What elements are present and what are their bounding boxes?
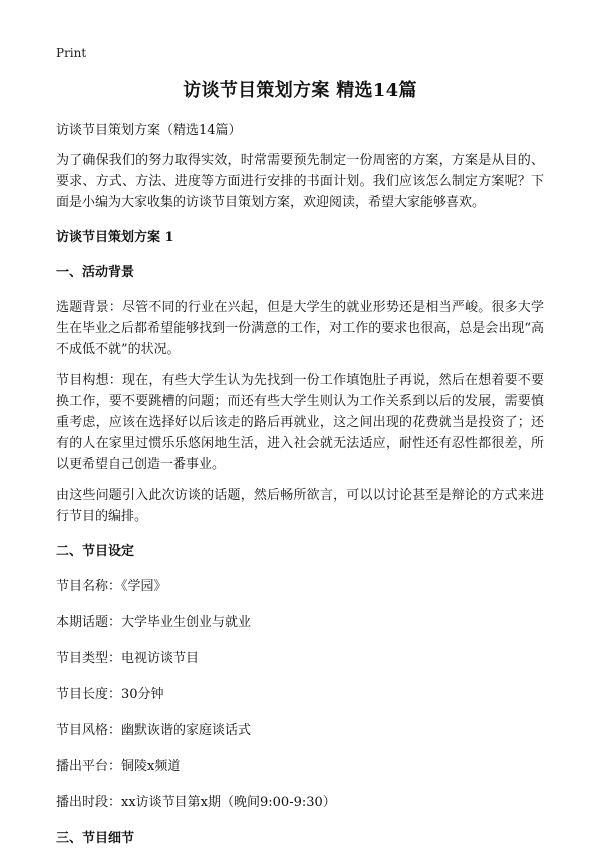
section-1-heading: 访谈节目策划方案 1	[56, 230, 174, 245]
setting-item-topic: 本期话题：大学毕业生创业与就业	[56, 615, 252, 630]
details-heading: 三、节目细节	[56, 831, 135, 846]
setting-item-type: 节目类型：电视访谈节目	[56, 651, 200, 666]
setting-item-name: 节目名称：《学园》	[56, 579, 167, 594]
setting-item-platform: 播出平台：铜陵x频道	[56, 759, 181, 774]
background-paragraph-2: 节目构想：现在，有些大学生认为先找到一份工作填饱肚子再说，然后在想着要不要换工作，要不要跳槽的问题；而还有些大学生则认为工作关系到以后的发展，需要慎重考虑，应该在选择好以后该走的路后再就业，这之间出现的花费就当是投资了；还有的人在家里过惯乐乐悠闲地生活，进入社会就无法适应，耐性还有忍性都很差，所以更希望自己创造一番事业。	[56, 373, 544, 472]
document-body	[56, 120, 544, 863]
setting-item-timeslot: 播出时段：xx访谈节目第x期（晚间9:00-9:30）	[56, 795, 336, 810]
setting-item-style: 节目风格：幽默诙谐的家庭谈话式	[56, 723, 252, 738]
print-link[interactable]: Print	[56, 46, 87, 60]
document-title: 访谈节目策划方案 精选14篇	[183, 80, 417, 101]
background-heading: 一、活动背景	[56, 265, 135, 280]
document-subtitle: 访谈节目策划方案（精选14篇）	[56, 123, 242, 138]
intro-paragraph: 为了确保我们的努力取得实效，时常需要预先制定一份周密的方案，方案是从目的、要求、方式、方法、进度等方面进行安排的书面计划。我们应该怎么制定方案呢？下面是小编为大家收集的访谈节目策划方案，欢迎阅读，希望大家能够喜欢。	[56, 153, 544, 210]
background-paragraph-3: 由这些问题引入此次访谈的话题，然后畅所欲言，可以以讨论甚至是辩论的方式来进行节目的编排。	[56, 488, 544, 524]
setting-item-length: 节目长度：30分钟	[56, 687, 164, 702]
settings-heading: 二、节目设定	[56, 544, 135, 559]
background-paragraph-1: 选题背景：尽管不同的行业在兴起，但是大学生的就业形势还是相当严峻。很多大学生在毕业之后都希望能够找到一份满意的工作，对工作的要求也很高，总是会出现“高不成低不就”的状况。	[56, 300, 544, 357]
